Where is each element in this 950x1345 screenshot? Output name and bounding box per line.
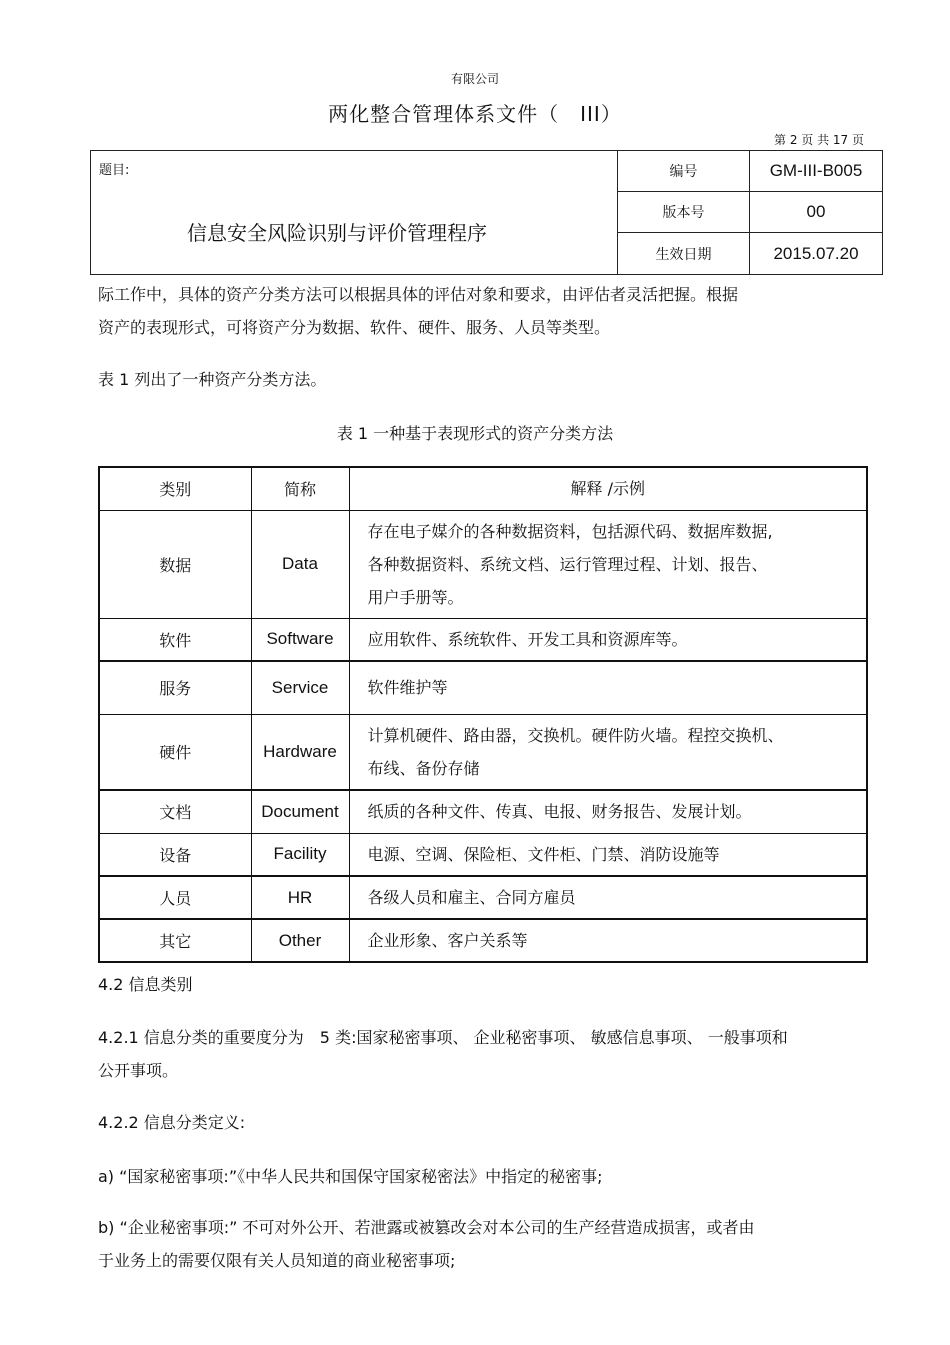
description-line: 计算机硬件、路由器，交换机。硬件防火墙。程控交换机、 bbox=[367, 725, 784, 745]
section-heading-4-2: 4.2 信息类别 bbox=[98, 975, 193, 994]
abbr-cell: Software bbox=[251, 618, 349, 661]
subject-cell bbox=[91, 151, 618, 275]
subject-label: 题目: bbox=[99, 163, 130, 178]
description-cell: 各级人员和雇主、合同方雇员 bbox=[349, 876, 867, 919]
document-header-table bbox=[90, 150, 883, 275]
table-row bbox=[99, 876, 867, 919]
table-caption: 表 1 一种基于表现形式的资产分类方法 bbox=[336, 424, 614, 443]
document-title: 两化整合管理体系文件（ III） bbox=[328, 102, 622, 126]
field-key: 版本号 bbox=[618, 192, 750, 233]
abbr-cell: Other bbox=[251, 919, 349, 962]
field-value: 00 bbox=[750, 192, 883, 233]
description-cell bbox=[349, 510, 867, 618]
paragraph-4-2-2: 4.2.2 信息分类定义: bbox=[98, 1113, 246, 1132]
table-row bbox=[99, 714, 867, 790]
table-row bbox=[99, 919, 867, 962]
list-item-b-line-2: 于业务上的需要仅限有关人员知道的商业秘密事项; bbox=[98, 1251, 456, 1270]
category-cell: 其它 bbox=[99, 919, 251, 962]
category-cell: 文档 bbox=[99, 790, 251, 833]
description-cell: 软件维护等 bbox=[349, 661, 867, 714]
abbr-cell: HR bbox=[251, 876, 349, 919]
field-key: 编号 bbox=[618, 151, 750, 192]
abbr-cell: Service bbox=[251, 661, 349, 714]
table-reference: 表 1 列出了一种资产分类方法。 bbox=[98, 370, 327, 389]
abbr-cell: Data bbox=[251, 510, 349, 618]
page-info: 第 2 页 共 17 页 bbox=[774, 133, 864, 147]
description-line: 用户手册等。 bbox=[367, 587, 464, 607]
abbr-cell: Hardware bbox=[251, 714, 349, 790]
table-row bbox=[99, 833, 867, 876]
description-cell: 应用软件、系统软件、开发工具和资源库等。 bbox=[349, 618, 867, 661]
abbr-cell: Document bbox=[251, 790, 349, 833]
column-header: 类别 bbox=[99, 467, 251, 510]
field-value: GM-III-B005 bbox=[750, 151, 883, 192]
table-header-row bbox=[99, 467, 867, 510]
description-line: 各种数据资料、系统文档、运行管理过程、计划、报告、 bbox=[367, 554, 768, 574]
paragraph-4-2-1-line-1: 4.2.1 信息分类的重要度分为 5 类:国家秘密事项、 企业秘密事项、 敏感信息事项、 一般事项和 bbox=[98, 1028, 788, 1047]
intro-line-2: 资产的表现形式，可将资产分为数据、软件、硬件、服务、人员等类型。 bbox=[98, 318, 611, 337]
field-value: 2015.07.20 bbox=[750, 233, 883, 275]
category-cell: 数据 bbox=[99, 510, 251, 618]
list-item-b-line-1: b) “企业秘密事项:” 不可对外公开、若泄露或被篡改会对本公司的生产经营造成损害，或者由 bbox=[98, 1218, 755, 1237]
category-cell: 设备 bbox=[99, 833, 251, 876]
table-row bbox=[99, 790, 867, 833]
field-key: 生效日期 bbox=[618, 233, 750, 275]
table-row bbox=[99, 510, 867, 618]
column-header: 简称 bbox=[251, 467, 349, 510]
asset-classification-table bbox=[98, 466, 868, 963]
paragraph-4-2-1-line-2: 公开事项。 bbox=[98, 1061, 179, 1080]
category-cell: 服务 bbox=[99, 661, 251, 714]
description-line: 布线、备份存储 bbox=[367, 758, 480, 778]
abbr-cell: Facility bbox=[251, 833, 349, 876]
description-cell bbox=[349, 714, 867, 790]
category-cell: 人员 bbox=[99, 876, 251, 919]
description-cell: 纸质的各种文件、传真、电报、财务报告、发展计划。 bbox=[349, 790, 867, 833]
table-row bbox=[99, 618, 867, 661]
table-row bbox=[99, 661, 867, 714]
category-cell: 硬件 bbox=[99, 714, 251, 790]
description-cell: 电源、空调、保险柜、文件柜、门禁、消防设施等 bbox=[349, 833, 867, 876]
list-item-a: a) “国家秘密事项:”《中华人民共和国保守国家秘密法》中指定的秘密事; bbox=[98, 1167, 603, 1186]
intro-line-1: 际工作中，具体的资产分类方法可以根据具体的评估对象和要求，由评估者灵活把握。根据 bbox=[98, 285, 739, 304]
company-name: 有限公司 bbox=[450, 72, 499, 86]
category-cell: 软件 bbox=[99, 618, 251, 661]
description-line: 存在电子媒介的各种数据资料，包括源代码、数据库数据, bbox=[367, 521, 773, 541]
subject-title: 信息安全风险识别与评价管理程序 bbox=[187, 221, 487, 245]
column-header: 解释 /示例 bbox=[349, 467, 867, 510]
description-cell: 企业形象、客户关系等 bbox=[349, 919, 867, 962]
